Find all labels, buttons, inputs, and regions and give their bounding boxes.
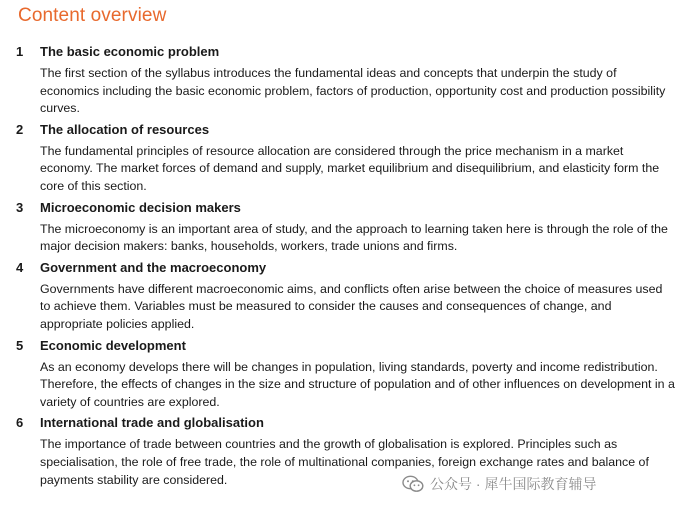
section-head	[16, 338, 676, 357]
section-body: The importance of trade between countries and the growth of globalisation is explored. Principles such as specialisation, the role of free trade, the role of multinational companies, foreign exchange rates and balance of payments stability are considered.	[40, 437, 649, 487]
section-head	[16, 200, 676, 219]
section-body: As an economy develops there will be changes in population, living standards, poverty and income redistribution. Therefore, the effects of changes in the size and structure of population and of other influences on development in a variety of countries are explored.	[40, 359, 675, 409]
section	[16, 122, 676, 196]
section-number: 4	[16, 259, 24, 275]
section-heading: Government and the macroeconomy	[40, 259, 267, 275]
section-body: The fundamental principles of resource allocation are considered through the price mechanism in a market economy. The market forces of demand and supply, market equilibrium and disequilibrium, and elasticity form the core of this section.	[40, 143, 660, 193]
section-body: The microeconomy is an important area of study, and the approach to learning taken here is through the role of the major decision makers: banks, households, workers, trade unions and firms.	[40, 221, 668, 254]
section-head	[16, 260, 676, 279]
section-heading: Microeconomic decision makers	[40, 199, 241, 215]
page-title: Content overview	[18, 5, 167, 26]
section-number: 6	[16, 415, 24, 431]
section	[16, 200, 676, 256]
section	[16, 44, 676, 118]
content-sections	[16, 44, 676, 493]
section-heading: The basic economic problem	[40, 44, 220, 59]
section-head	[16, 415, 676, 434]
section-head	[16, 44, 676, 63]
section-body: The first section of the syllabus introduces the fundamental ideas and concepts that underpin the study of economics including the basic economic problem, factors of production, opportunity cost and production possibility curves.	[40, 66, 666, 116]
section	[16, 260, 676, 334]
section-number: 2	[16, 121, 24, 137]
watermark-text: 公众号 · 犀牛国际教育辅导	[430, 476, 597, 492]
section-heading: The allocation of resources	[40, 121, 210, 137]
section-number: 3	[16, 199, 24, 215]
section	[16, 338, 676, 412]
wechat-icon	[402, 475, 424, 493]
section-number: 1	[16, 44, 24, 59]
section-head	[16, 122, 676, 141]
section-heading: International trade and globalisation	[40, 415, 264, 431]
section-number: 5	[16, 337, 24, 353]
section-body: Governments have different macroeconomic aims, and conflicts often arise between the choice of measures used to achieve them. Variables must be measured to consider the causes and consequences of change, and appropriate policies applied.	[40, 281, 663, 331]
watermark	[402, 474, 598, 494]
section-heading: Economic development	[40, 337, 186, 353]
